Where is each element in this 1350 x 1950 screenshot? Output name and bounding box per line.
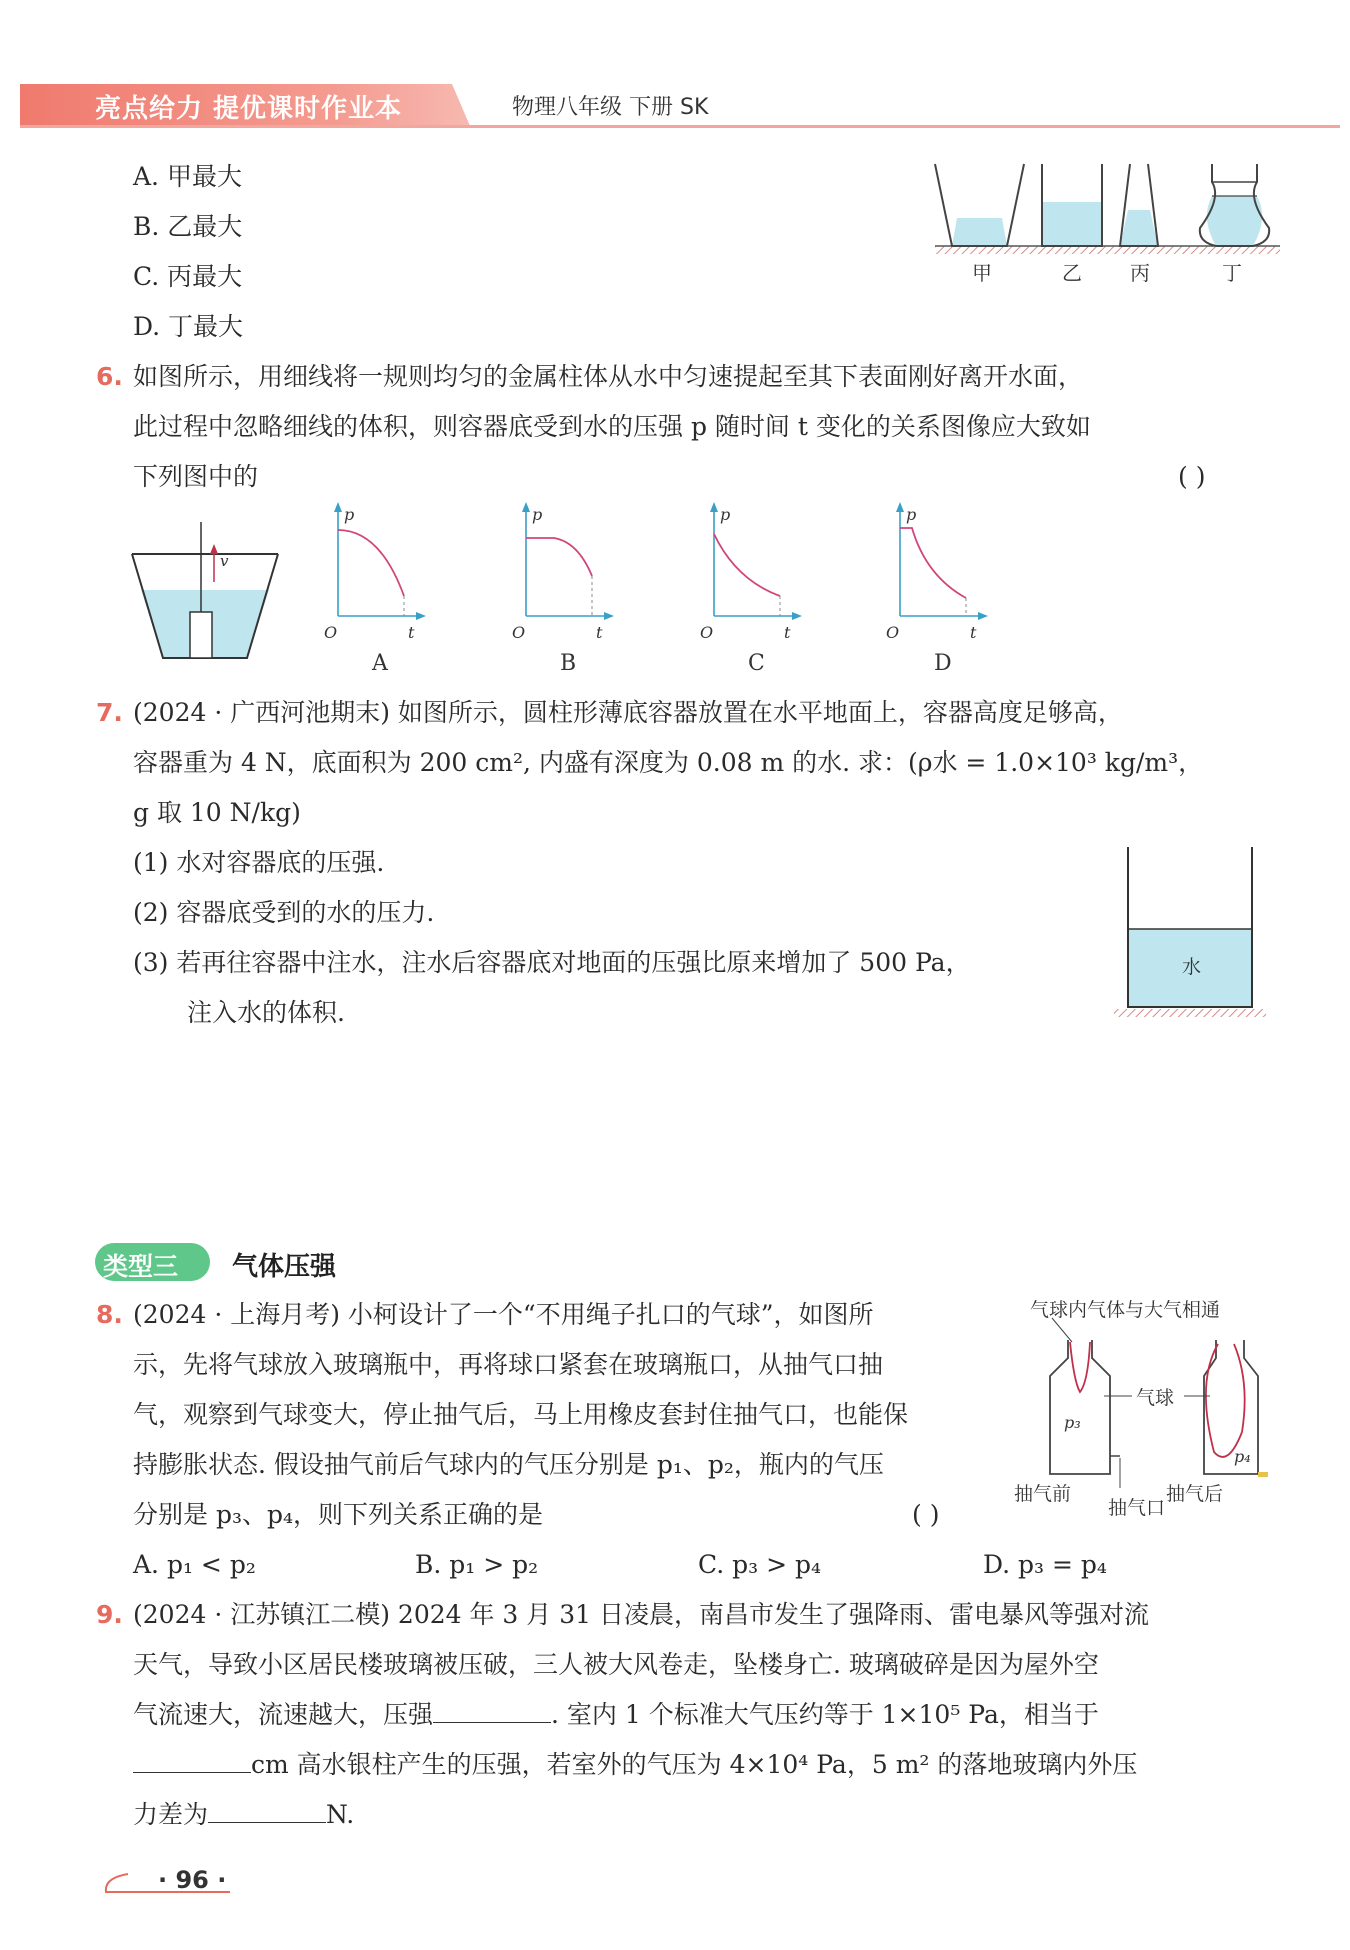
q8-line-2: 示，先将气球放入玻璃瓶中，再将球口紧套在玻璃瓶口，从抽气口抽	[133, 1350, 884, 1379]
x-label: t	[970, 623, 977, 642]
q7-sub-3-cont: 注入水的体积.	[187, 998, 345, 1027]
origin-label: O	[886, 623, 900, 642]
q9-blank-1[interactable]	[433, 1702, 551, 1723]
y-arrow-icon	[334, 502, 342, 512]
pressure-curve	[714, 534, 780, 596]
q6-line-1: 如图所示，用细线将一规则均匀的金属柱体从水中匀速提起至其下表面刚好离开水面，	[133, 362, 1084, 391]
page-number: · 96 ·	[158, 1866, 227, 1894]
q9-line-3	[133, 1690, 1099, 1740]
q9-line-4-text: cm 高水银柱产生的压强，若室外的气压为 4×10⁴ Pa，5 m² 的落地玻璃内外压	[251, 1750, 1138, 1779]
ground-hatch	[935, 246, 1280, 254]
q9-number: 9.	[96, 1600, 123, 1629]
q5-option-c: C. 丙最大	[133, 262, 243, 291]
q8-balloon-figure	[1008, 1292, 1270, 1532]
x-label: t	[596, 623, 603, 642]
q7-sub-3: (3) 若再往容器中注水，注水后容器底对地面的压强比原来增加了 500 Pa，	[133, 948, 971, 977]
q7-sub-2: (2) 容器底受到的水的压力.	[133, 898, 435, 927]
q6-line-2: 此过程中忽略细线的体积，则容器底受到水的压强 p 随时间 t 变化的关系图像应大致如	[133, 412, 1091, 441]
q5-option-d: D. 丁最大	[133, 312, 244, 341]
y-label: p	[532, 505, 543, 524]
q6-number: 6.	[96, 362, 123, 391]
x-arrow-icon	[416, 612, 426, 620]
origin-label: O	[512, 623, 526, 642]
q9-line-5-end: N.	[326, 1800, 355, 1829]
q8-line-5: 分别是 p₃、p₄，则下列关系正确的是	[133, 1500, 543, 1529]
velocity-label: v	[220, 552, 229, 570]
pressure-curve	[526, 538, 592, 576]
x-label: t	[408, 623, 415, 642]
q7-sub-1: (1) 水对容器底的压强.	[133, 848, 385, 877]
fig-after-label: 抽气后	[1166, 1483, 1224, 1505]
water-label: 水	[1182, 956, 1202, 978]
label-jia: 甲	[972, 261, 992, 285]
q7-line-1: (2024 · 广西河池期末) 如图所示，圆柱形薄底容器放置在水平地面上，容器高度足够高，	[133, 698, 1123, 727]
label-ding: 丁	[1222, 261, 1242, 285]
q7-number: 7.	[96, 698, 123, 727]
balloon-before	[1070, 1342, 1090, 1392]
q8-line-4: 持膨胀状态. 假设抽气前后气球内的气压分别是 p₁、p₂，瓶内的气压	[133, 1450, 884, 1479]
origin-label: O	[324, 623, 338, 642]
pressure-curve	[900, 528, 966, 598]
q6-graphs-group	[324, 502, 988, 676]
q9-line-2: 天气，导致小区居民楼玻璃被压破，三人被大风卷走，坠楼身亡. 玻璃破碎是因为屋外空	[133, 1650, 1099, 1679]
y-label: p	[906, 505, 917, 524]
container-ding-water	[1207, 196, 1262, 246]
q8-option-c: C. p₃ > p₄	[698, 1550, 822, 1579]
graph-name: C	[748, 651, 765, 676]
q9-blank-2[interactable]	[133, 1752, 251, 1773]
q8-option-a: A. p₁ < p₂	[133, 1550, 256, 1579]
container-bing-water	[1120, 210, 1158, 246]
graph-name: A	[372, 651, 388, 676]
q8-number: 8.	[96, 1300, 123, 1329]
fig-top-label: 气球内气体与大气相通	[1030, 1299, 1221, 1321]
q9-line-4	[133, 1740, 1137, 1790]
graph-D	[886, 502, 988, 676]
label-bing: 丙	[1130, 261, 1150, 285]
graph-name: D	[934, 651, 952, 676]
q5-option-b: B. 乙最大	[133, 212, 243, 241]
fig-outlet-label: 抽气口	[1108, 1497, 1166, 1519]
header-rule	[20, 125, 1340, 128]
fig-balloon-label: 气球	[1136, 1387, 1175, 1409]
q8-line-1: (2024 · 上海月考) 小柯设计了一个“不用绳子扎口的气球”，如图所	[133, 1300, 874, 1329]
fig-before-label: 抽气前	[1014, 1483, 1072, 1505]
section-title: 气体压强	[232, 1252, 337, 1282]
graph-A	[324, 502, 426, 676]
y-label: p	[720, 505, 731, 524]
x-arrow-icon	[792, 612, 802, 620]
y-arrow-icon	[710, 502, 718, 512]
q9-line-3-end: . 室内 1 个标准大气压约等于 1×10⁵ Pa，相当于	[551, 1700, 1099, 1729]
q8-option-d: D. p₃ = p₄	[983, 1550, 1107, 1579]
label-yi: 乙	[1062, 261, 1082, 285]
fig-p3: p₃	[1064, 1413, 1081, 1432]
x-label: t	[784, 623, 791, 642]
x-arrow-icon	[604, 612, 614, 620]
graph-C	[700, 502, 802, 676]
q5-option-a: A. 甲最大	[133, 162, 242, 191]
book-info: 物理八年级 下册 SK	[512, 95, 709, 120]
section-badge-label: 类型三	[103, 1252, 179, 1281]
graph-name: B	[560, 651, 577, 676]
q6-container-figure	[130, 520, 280, 670]
q7-line-2: 容器重为 4 N，底面积为 200 cm², 内盛有深度为 0.08 m 的水. 求：(ρ水 = 1.0×10³ kg/m³，	[133, 748, 1204, 777]
q8-line-3: 气，观察到气球变大，停止抽气后，马上用橡皮套封住抽气口，也能保	[133, 1400, 909, 1429]
x-arrow-icon	[978, 612, 988, 620]
q6-answer-bracket: ( )	[1178, 462, 1206, 491]
q9-line-1: (2024 · 江苏镇江二模) 2024 年 3 月 31 日凌晨，南昌市发生了强降雨、雷电暴风等强对流	[133, 1600, 1149, 1629]
q6-graphs	[320, 500, 1150, 680]
q5-containers-figure	[930, 158, 1290, 298]
q9-line-5	[133, 1790, 354, 1840]
q6-line-3: 下列图中的	[133, 462, 259, 491]
y-label: p	[344, 505, 355, 524]
balloon-after	[1206, 1344, 1245, 1457]
origin-label: O	[700, 623, 714, 642]
y-arrow-icon	[896, 502, 904, 512]
brand-title: 亮点给力 提优课时作业本	[95, 94, 403, 124]
graph-B	[512, 502, 614, 676]
container-jia-water	[952, 218, 1007, 246]
q7-container-figure	[1112, 845, 1270, 1025]
pressure-curve	[338, 530, 404, 596]
fig-p4: p₄	[1234, 1447, 1251, 1466]
q8-option-b: B. p₁ > p₂	[415, 1550, 539, 1579]
q8-answer-bracket: ( )	[912, 1500, 940, 1529]
up-arrow-icon	[210, 544, 218, 554]
q9-line-5-start: 力差为	[133, 1800, 209, 1829]
container-yi-water	[1042, 202, 1102, 246]
q7-line-3: g 取 10 N/kg)	[133, 798, 301, 827]
y-arrow-icon	[522, 502, 530, 512]
metal-cylinder	[190, 612, 212, 658]
bottle-before	[1050, 1340, 1110, 1474]
q9-line-3-start: 气流速大，流速越大，压强	[133, 1700, 434, 1729]
q9-blank-3[interactable]	[208, 1802, 326, 1823]
